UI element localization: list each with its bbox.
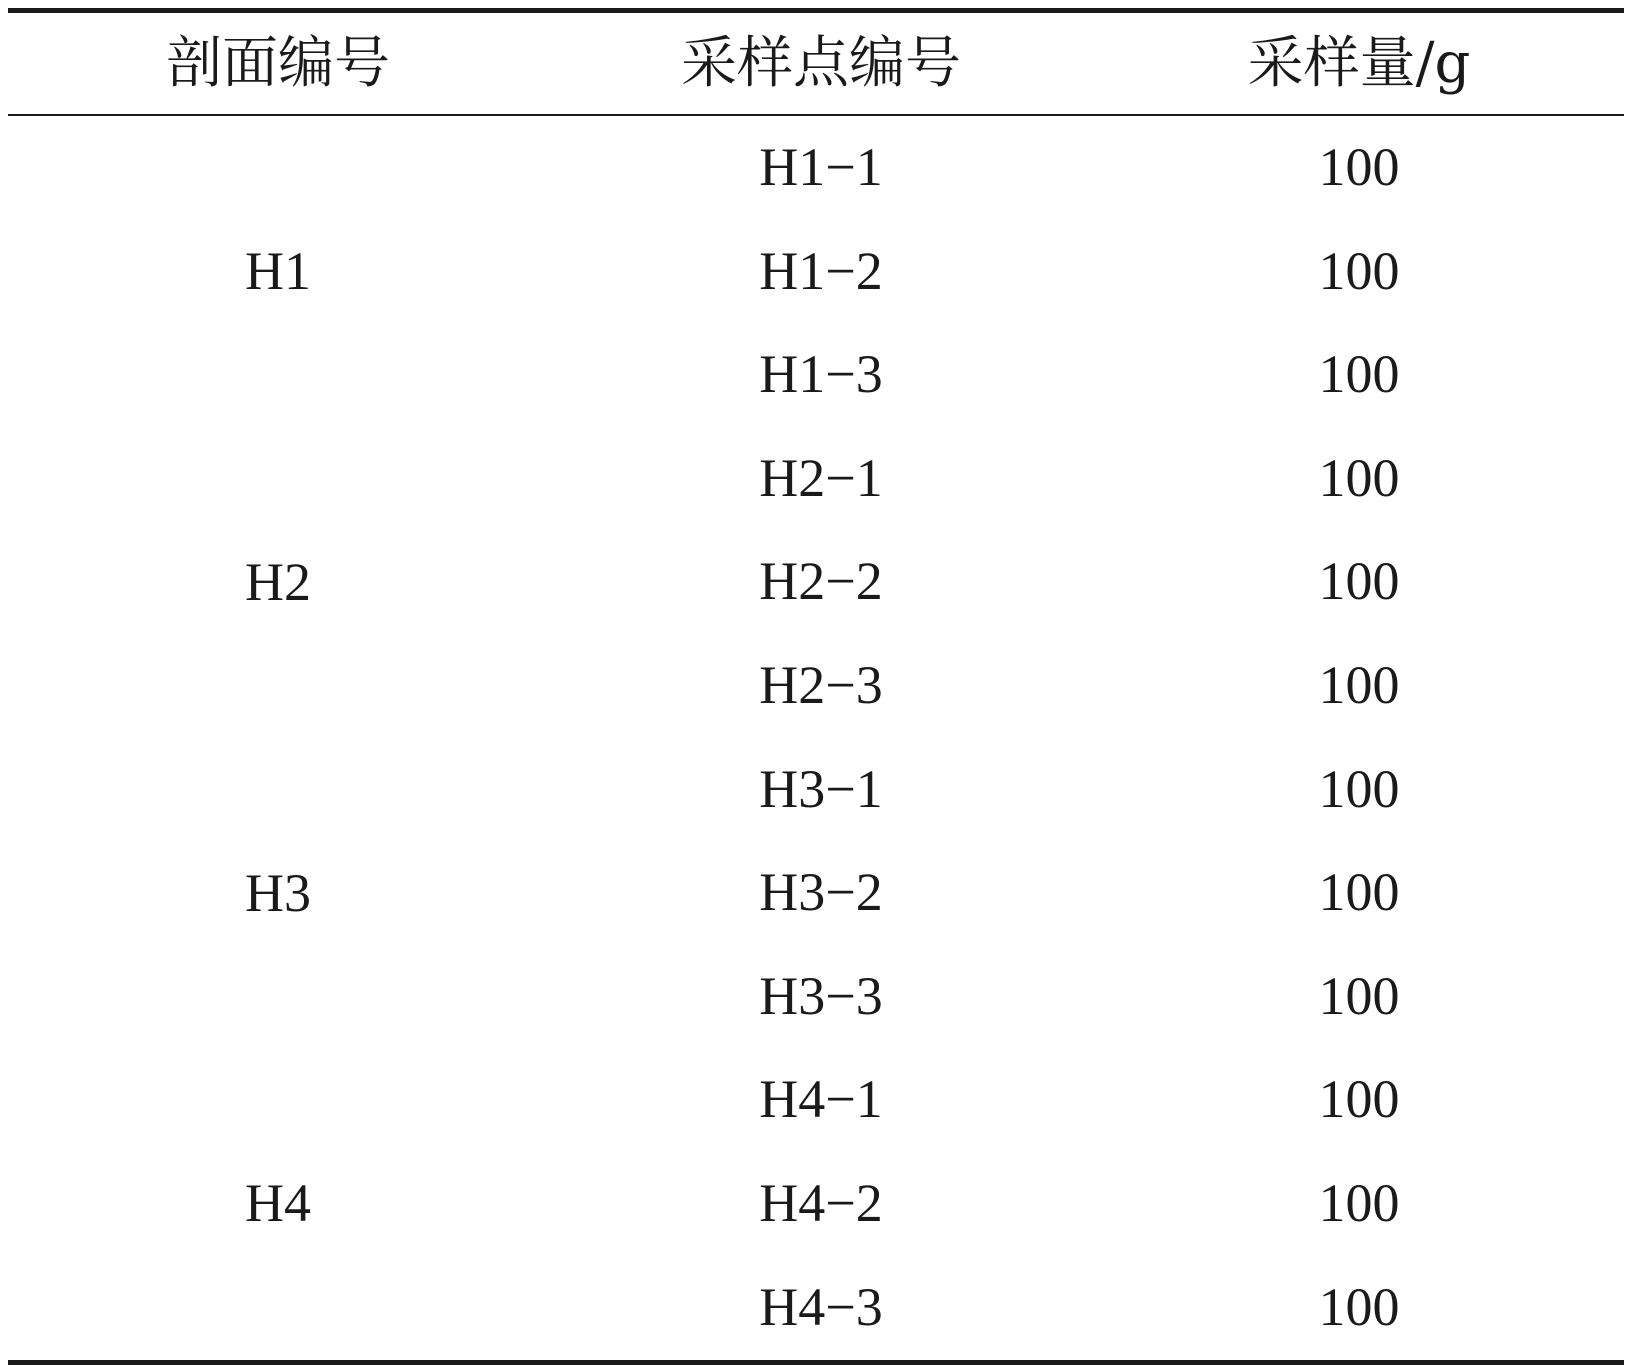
sample-amount-cell: 100 [1318,551,1400,612]
sample-point-cell: H2−1 [759,447,883,508]
sample-amount-cell: 100 [1318,447,1400,508]
sample-amount-cell: 100 [1318,965,1400,1026]
table-body [8,116,1624,1360]
table-row [8,841,1624,945]
sample-point-cell: H1−3 [759,344,883,405]
header-sample-point-id: 采样点编号 [681,31,961,96]
sample-point-cell: H1−1 [759,137,883,197]
profile-cell: H1 [245,241,311,301]
table-row [8,220,1624,324]
sample-point-cell: H2−3 [759,655,883,715]
sample-point-cell: H3−1 [759,758,883,819]
header-sample-amount: 采样量/g [1247,31,1471,96]
table-row [8,116,1624,220]
sample-amount-cell: 100 [1318,1276,1400,1337]
header-profile-id: 剖面编号 [166,31,390,96]
sample-amount-cell: 100 [1318,137,1400,197]
sample-point-cell: H3−2 [759,862,883,923]
table-bottom-rule [8,1360,1624,1365]
sample-point-cell: H4−2 [759,1173,883,1233]
sample-amount-cell: 100 [1318,1069,1400,1130]
sample-point-cell: H1−2 [759,240,883,301]
sampling-table [8,8,1624,1358]
sample-point-cell: H3−3 [759,965,883,1026]
profile-cell: H3 [245,862,311,923]
sample-amount-cell: 100 [1318,344,1400,405]
table-row [8,323,1624,427]
table-row [8,1256,1624,1360]
sample-amount-cell: 100 [1318,758,1400,819]
table-row [8,738,1624,842]
table-row [8,427,1624,531]
sample-amount-cell: 100 [1318,862,1400,923]
table-row [8,530,1624,634]
sample-amount-cell: 100 [1318,1173,1400,1233]
profile-cell: H2 [245,551,311,612]
sample-point-cell: H2−2 [759,551,883,612]
profile-cell: H4 [245,1173,311,1234]
table-row [8,1048,1624,1152]
table-header [8,13,1624,114]
sample-amount-cell: 100 [1318,240,1400,301]
table-row [8,634,1624,738]
sample-point-cell: H4−1 [759,1069,883,1130]
table-row [8,1152,1624,1256]
sample-point-cell: H4−3 [759,1276,883,1337]
sample-amount-cell: 100 [1318,655,1400,715]
table-row [8,945,1624,1049]
